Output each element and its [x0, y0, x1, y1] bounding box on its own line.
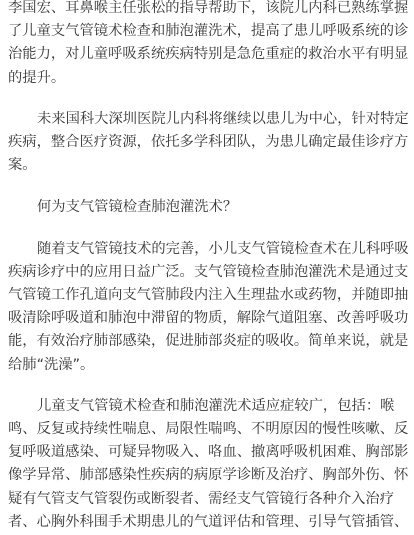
text-line: 吸清除呼吸道和肺泡中滞留的物质，解除气道阻塞、改善呼吸功	[8, 310, 409, 327]
text-line: 了儿童支气管镜术检查和肺泡灌洗术，提高了患儿呼吸系统的诊	[8, 23, 409, 40]
text-line: 未来国科大深圳医院儿内科将继续以患儿为中心，针对特定	[37, 110, 409, 127]
text-line: 疾病，整合医疗资源，依托多学科团队，为患儿确定最佳诊疗方	[8, 134, 409, 151]
text-line: 像学异常、肺部感染性疾病的病原学诊断及治疗、胸部外伤、怀	[8, 467, 409, 484]
text-line: 疑有气管支气管裂伤或断裂者、需经支气管镜行各种介入治疗	[8, 490, 395, 507]
text-line: 鸣、反复或持续性喘息、局限性喘鸣、不明原因的慢性咳嗽、反	[8, 421, 409, 438]
text-line: 气管镜工作孔道向支气管肺段内注入生理盐水或药物，并随即抽	[8, 287, 409, 304]
text-line: 治能力，对儿童呼吸系统疾病特别是急危重症的救治水平有明显	[8, 46, 409, 63]
text-line: 能，有效治疗肺部感染，促进肺部炎症的吸收。简单来说，就是	[8, 333, 409, 350]
text-line: 疾病诊疗中的应用日益广泛。支气管镜检查肺泡灌洗术是通过支	[8, 263, 409, 280]
text-line: 儿童支气管镜术检查和肺泡灌洗术适应症较广，包括：喉	[37, 397, 395, 414]
text-line: 者、心胸外科围手术期患儿的气道评估和管理、引导气管插管、	[8, 513, 409, 530]
text-line: 的提升。	[8, 69, 66, 86]
section-heading: 何为支气管镜检查肺泡灌洗术？	[37, 199, 238, 216]
text-line: 复呼吸道感染、可疑异物吸入、咯血、撤离呼吸机困难、胸部影	[8, 444, 409, 461]
paragraph-future-plan	[0, 108, 414, 178]
text-line: 案。	[8, 157, 37, 174]
paragraph-indications	[0, 395, 414, 534]
text-line: 随着支气管镜技术的完善，小儿支气管镜检查术在儿科呼吸	[37, 240, 409, 257]
text-line: 李国宏、耳鼻喉主任张松的指导帮助下，该院儿内科已熟练掌握	[8, 0, 409, 16]
paragraph-achievements	[0, 0, 414, 90]
paragraph-definition	[0, 238, 414, 377]
text-line: 给肺“洗澡”。	[8, 356, 95, 373]
